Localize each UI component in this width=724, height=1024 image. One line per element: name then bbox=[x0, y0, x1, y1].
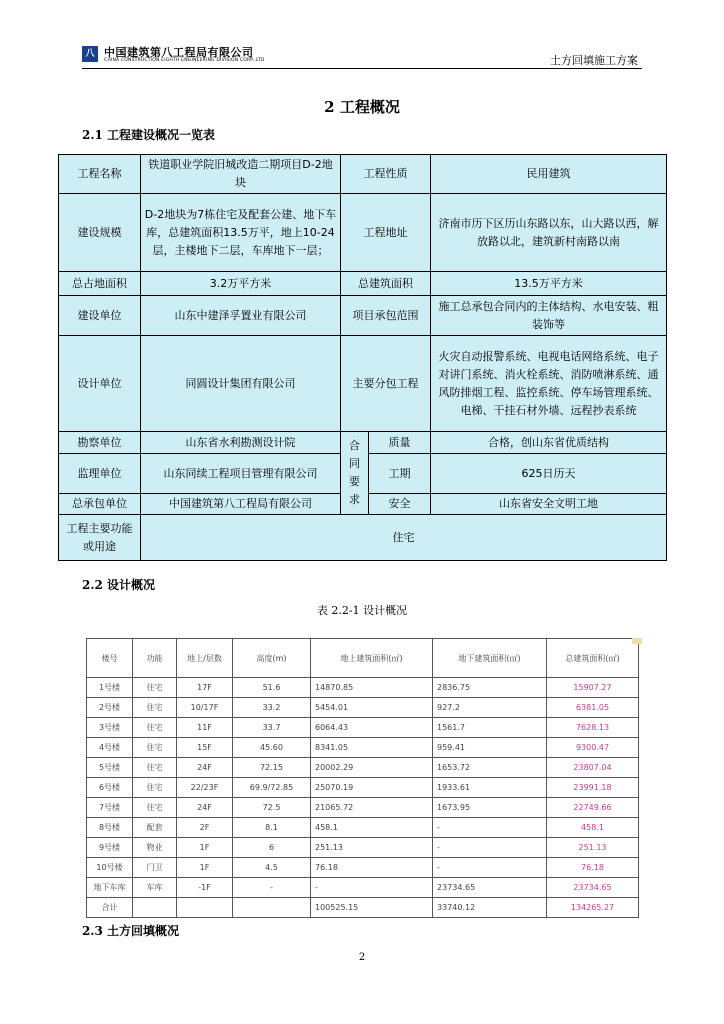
table-cell: 住宅 bbox=[133, 778, 177, 798]
project-overview-table bbox=[58, 154, 667, 561]
table-cell: 住宅 bbox=[133, 678, 177, 698]
table-cell: 地下车库 bbox=[87, 878, 133, 898]
table-cell: 45.60 bbox=[233, 738, 311, 758]
table-row bbox=[59, 515, 667, 561]
value-address: 济南市历下区历山东路以东，山大路以西，解放路以北，建筑新村南路以南 bbox=[431, 194, 667, 272]
table-cell: 76.18 bbox=[311, 858, 433, 878]
table-cell: 8.1 bbox=[233, 818, 311, 838]
table-row bbox=[87, 778, 639, 798]
table-header-row bbox=[87, 639, 639, 678]
table-row bbox=[87, 838, 639, 858]
table-cell: 配套 bbox=[133, 818, 177, 838]
table-cell: 1号楼 bbox=[87, 678, 133, 698]
label-scale: 建设规模 bbox=[59, 194, 141, 272]
label-project-nature: 工程性质 bbox=[341, 155, 431, 194]
label-surveyor: 勘察单位 bbox=[59, 432, 141, 454]
document-title: 土方回填施工方案 bbox=[550, 54, 638, 67]
value-supervisor: 山东同续工程项目管理有限公司 bbox=[141, 454, 341, 494]
table-cell: 10号楼 bbox=[87, 858, 133, 878]
table-row bbox=[87, 678, 639, 698]
table-cell: 25070.19 bbox=[311, 778, 433, 798]
table-cell: 33.2 bbox=[233, 698, 311, 718]
value-general-contractor: 中国建筑第八工程局有限公司 bbox=[141, 494, 341, 515]
table-cell bbox=[177, 898, 233, 918]
column-header: 地下建筑面积(㎡) bbox=[433, 639, 547, 678]
table-cell: 6号楼 bbox=[87, 778, 133, 798]
table-row bbox=[87, 738, 639, 758]
value-contract-scope: 施工总承包合同内的主体结构、水电安装、粗装饰等 bbox=[431, 296, 667, 336]
table-cell: 24F bbox=[177, 798, 233, 818]
table-cell: 76.18 bbox=[547, 858, 639, 878]
table-cell: 2号楼 bbox=[87, 698, 133, 718]
table-cell: 458.1 bbox=[311, 818, 433, 838]
column-header: 高度(m) bbox=[233, 639, 311, 678]
design-overview-scan bbox=[86, 638, 642, 912]
table-cell: 15907.27 bbox=[547, 678, 639, 698]
table-row bbox=[87, 898, 639, 918]
value-project-nature: 民用建筑 bbox=[431, 155, 667, 194]
table-caption: 表 2.2-1 设计概况 bbox=[316, 604, 408, 617]
table-cell: 22/23F bbox=[177, 778, 233, 798]
design-overview-table bbox=[86, 638, 639, 918]
table-cell: 69.9/72.85 bbox=[233, 778, 311, 798]
table-row bbox=[59, 296, 667, 336]
table-cell: 14870.85 bbox=[311, 678, 433, 698]
table-cell: 车库 bbox=[133, 878, 177, 898]
table-cell: 6 bbox=[233, 838, 311, 858]
table-cell: 21065.72 bbox=[311, 798, 433, 818]
table-cell: 7628.13 bbox=[547, 718, 639, 738]
label-supervisor: 监理单位 bbox=[59, 454, 141, 494]
table-cell: - bbox=[433, 858, 547, 878]
label-contract-scope: 项目承包范围 bbox=[341, 296, 431, 336]
label-project-name: 工程名称 bbox=[59, 155, 141, 194]
scan-mark bbox=[632, 638, 642, 644]
table-cell: 20002.29 bbox=[311, 758, 433, 778]
table-row bbox=[59, 432, 667, 454]
table-cell: 100525.15 bbox=[311, 898, 433, 918]
column-header: 楼号 bbox=[87, 639, 133, 678]
value-duration: 625日历天 bbox=[431, 454, 667, 494]
column-header: 功能 bbox=[133, 639, 177, 678]
value-subcontracts: 火灾自动报警系统、电视电话网络系统、电子对讲门系统、消火栓系统、消防喷淋系统、通风防排烟工程、监控系统、停车场管理系统、电梯、干挂石材外墙、远程抄表系统 bbox=[431, 336, 667, 432]
company-name-english: CHINA CONSTRUCTION EIGHTH ENGINEERING DIVISION CORP.,LTD bbox=[104, 58, 265, 63]
label-building-area: 总建筑面积 bbox=[341, 272, 431, 296]
section-title-2-3: 2.3 土方回填概况 bbox=[82, 924, 180, 938]
table-row bbox=[87, 818, 639, 838]
table-row bbox=[87, 718, 639, 738]
table-cell: - bbox=[311, 878, 433, 898]
label-developer: 建设单位 bbox=[59, 296, 141, 336]
table-cell: 门卫 bbox=[133, 858, 177, 878]
table-row bbox=[87, 858, 639, 878]
table-cell: 23734.65 bbox=[433, 878, 547, 898]
table-cell: 23991.18 bbox=[547, 778, 639, 798]
table-cell: 4.5 bbox=[233, 858, 311, 878]
section-title-2-2: 2.2 设计概况 bbox=[82, 578, 156, 592]
value-surveyor: 山东省水利勘测设计院 bbox=[141, 432, 341, 454]
table-cell: 1F bbox=[177, 838, 233, 858]
table-cell: - bbox=[433, 838, 547, 858]
value-main-function: 住宅 bbox=[141, 515, 667, 561]
table-cell: 3号楼 bbox=[87, 718, 133, 738]
table-row bbox=[59, 194, 667, 272]
column-header: 总建筑面积(㎡) bbox=[547, 639, 639, 678]
label-land-area: 总占地面积 bbox=[59, 272, 141, 296]
table-cell: -1F bbox=[177, 878, 233, 898]
table-row bbox=[59, 155, 667, 194]
label-duration: 工期 bbox=[369, 454, 431, 494]
table-cell bbox=[233, 898, 311, 918]
table-cell: 住宅 bbox=[133, 738, 177, 758]
label-general-contractor: 总承包单位 bbox=[59, 494, 141, 515]
table-cell: 33.7 bbox=[233, 718, 311, 738]
table-cell: 合计 bbox=[87, 898, 133, 918]
label-contract-requirements: 合同要求 bbox=[341, 432, 369, 515]
table-cell: 959.41 bbox=[433, 738, 547, 758]
table-cell: 23734.65 bbox=[547, 878, 639, 898]
table-cell: 住宅 bbox=[133, 798, 177, 818]
table-cell: 51.6 bbox=[233, 678, 311, 698]
table-cell: 2F bbox=[177, 818, 233, 838]
table-cell: 物业 bbox=[133, 838, 177, 858]
table-cell: 1933.61 bbox=[433, 778, 547, 798]
value-safety: 山东省安全文明工地 bbox=[431, 494, 667, 515]
table-cell: 4号楼 bbox=[87, 738, 133, 758]
company-name: 中国建筑第八工程局有限公司 bbox=[104, 46, 254, 59]
column-header: 地上建筑面积(㎡) bbox=[311, 639, 433, 678]
value-scale: D-2地块为7栋住宅及配套公建、地下车库，总建筑面积13.5万平，地上10-24层，主楼地下二层，车库地下一层； bbox=[141, 194, 341, 272]
table-cell: 1F bbox=[177, 858, 233, 878]
page-number: 2 bbox=[358, 952, 366, 963]
value-project-name: 铁道职业学院旧城改造二期项目D-2地块 bbox=[141, 155, 341, 194]
value-quality: 合格，创山东省优质结构 bbox=[431, 432, 667, 454]
table-cell: 72.15 bbox=[233, 758, 311, 778]
table-row bbox=[87, 878, 639, 898]
value-building-area: 13.5万平方米 bbox=[431, 272, 667, 296]
label-address: 工程地址 bbox=[341, 194, 431, 272]
value-designer: 同圆设计集团有限公司 bbox=[141, 336, 341, 432]
table-cell: 8341.05 bbox=[311, 738, 433, 758]
table-cell: 15F bbox=[177, 738, 233, 758]
table-cell: 17F bbox=[177, 678, 233, 698]
table-cell: 2836.75 bbox=[433, 678, 547, 698]
table-cell: 5454.01 bbox=[311, 698, 433, 718]
table-cell: 9号楼 bbox=[87, 838, 133, 858]
table-cell: 134265.27 bbox=[547, 898, 639, 918]
table-cell: 10/17F bbox=[177, 698, 233, 718]
label-subcontracts: 主要分包工程 bbox=[341, 336, 431, 432]
table-cell: 251.13 bbox=[311, 838, 433, 858]
table-cell bbox=[133, 898, 177, 918]
label-main-function: 工程主要功能或用途 bbox=[59, 515, 141, 561]
value-land-area: 3.2万平方米 bbox=[141, 272, 341, 296]
table-cell: 72.5 bbox=[233, 798, 311, 818]
company-logo-icon: 八 bbox=[82, 46, 98, 62]
table-cell: 33740.12 bbox=[433, 898, 547, 918]
table-row bbox=[59, 272, 667, 296]
table-cell: - bbox=[233, 878, 311, 898]
table-cell: 251.13 bbox=[547, 838, 639, 858]
table-row bbox=[87, 758, 639, 778]
table-cell: 1653.72 bbox=[433, 758, 547, 778]
section-title-2-1: 2.1 工程建设概况一览表 bbox=[82, 128, 216, 142]
table-cell: 458.1 bbox=[547, 818, 639, 838]
chapter-title: 2 工程概况 bbox=[324, 98, 400, 116]
table-cell: - bbox=[433, 818, 547, 838]
label-quality: 质量 bbox=[369, 432, 431, 454]
table-cell: 11F bbox=[177, 718, 233, 738]
table-cell: 1673.95 bbox=[433, 798, 547, 818]
table-cell: 住宅 bbox=[133, 758, 177, 778]
table-cell: 23807.04 bbox=[547, 758, 639, 778]
table-cell: 8号楼 bbox=[87, 818, 133, 838]
table-cell: 22749.66 bbox=[547, 798, 639, 818]
table-cell: 住宅 bbox=[133, 698, 177, 718]
table-cell: 927.2 bbox=[433, 698, 547, 718]
table-row bbox=[87, 698, 639, 718]
label-designer: 设计单位 bbox=[59, 336, 141, 432]
table-cell: 7号楼 bbox=[87, 798, 133, 818]
table-cell: 1561.7 bbox=[433, 718, 547, 738]
table-cell: 24F bbox=[177, 758, 233, 778]
value-developer: 山东中建泽孚置业有限公司 bbox=[141, 296, 341, 336]
table-cell: 6381.05 bbox=[547, 698, 639, 718]
column-header: 地上/层数 bbox=[177, 639, 233, 678]
label-safety: 安全 bbox=[369, 494, 431, 515]
table-cell: 住宅 bbox=[133, 718, 177, 738]
table-cell: 5号楼 bbox=[87, 758, 133, 778]
table-row bbox=[59, 336, 667, 432]
page-header bbox=[82, 44, 642, 69]
table-cell: 9300.47 bbox=[547, 738, 639, 758]
table-row bbox=[87, 798, 639, 818]
table-cell: 6064.43 bbox=[311, 718, 433, 738]
